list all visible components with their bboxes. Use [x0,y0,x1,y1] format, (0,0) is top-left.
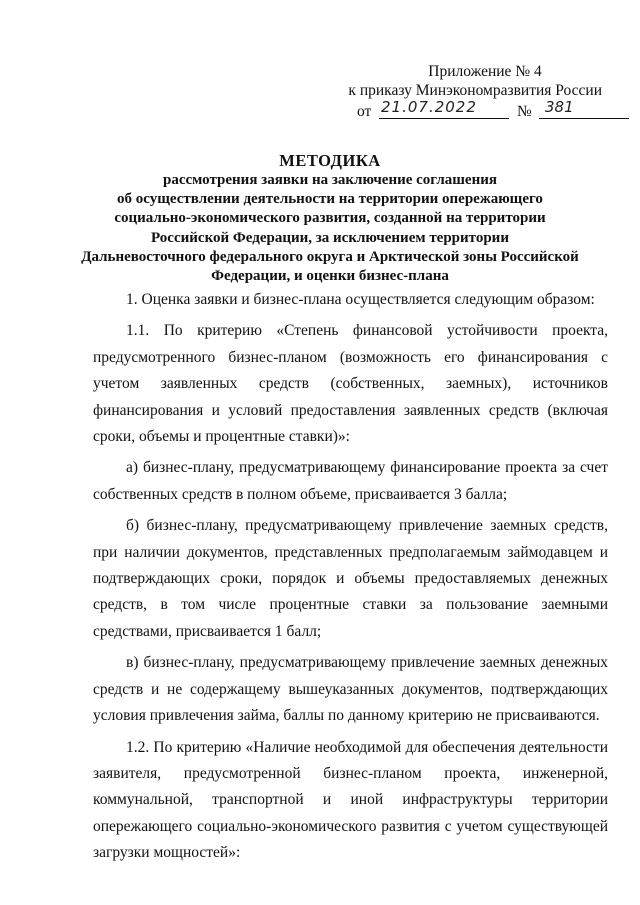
title-line: социально-экономического развития, созданной на территории [114,210,546,227]
title-line: Российской Федерации, за исключением территории [151,229,509,246]
handwritten-number: 381 [545,98,574,116]
paragraph-1-1: 1.1. По критерию «Степень финансовой устойчивости проекта, предусмотренного бизнес-планом (возможность его финансирования с учетом заявленных средств (собственных, заемных), источников финансирования и условий предоставления заявленных средств (включая сроки, объемы и процентные ставки)»: [93,322,608,446]
paragraph-1: 1. Оценка заявки и бизнес-плана осуществляется следующим образом: [126,291,595,308]
document-title [60,151,600,286]
paragraph-v: в) бизнес-плану, предусматривающему привлечение заемных денежных средств и не содержащему вышеуказанных документов, подтверждающих условия привлечения займа, баллы по данному критерию не присваиваются. [93,654,608,725]
paragraph-1-2: 1.2. По критерию «Наличие необходимой для обеспечения деятельности заявителя, предусмотренной бизнес-планом проекта, инженерной, коммунальной, транспортной и иной инфраструктуры территории опережающего социально-экономического развития с учетом существующей загрузки мощностей»: [93,738,608,862]
paragraph-a: а) бизнес-плану, предусматривающему финансирование проекта за счет собственных средств в полном объеме, присваивается 3 балла; [93,459,608,503]
document-body [93,287,608,867]
paragraph-b: б) бизнес-плану, предусматривающему привлечение заемных средств, при наличии документов, представленных предполагаемым займодавцем и подтверждающих сроки, порядок и объемы предоставляемых денежных средств, в том числе процентные ставки за пользование заемными средствами, присваивается 1 балл; [93,517,608,640]
title-line: рассмотрения заявки на заключение соглашения [163,172,497,188]
title-line: об осуществлении деятельности на территории опережающего [117,191,543,208]
appendix-date-number-line [357,100,610,122]
appendix-order-ref: к приказу Минэкономразвития России [348,82,602,99]
number-label: № [517,103,532,120]
from-label: от [357,103,372,120]
handwritten-date: 21.07.2022 [381,98,477,116]
number-underline [539,118,629,119]
title-line: Федерации, и оценки бизнес-плана [211,268,449,285]
title-main: МЕТОДИКА [279,151,381,170]
appendix-number: Приложение № 4 [428,63,542,80]
title-line: Дальневосточного федерального округа и Арктической зоны Российской [81,248,579,265]
date-underline [379,118,509,119]
appendix-header [340,62,610,122]
